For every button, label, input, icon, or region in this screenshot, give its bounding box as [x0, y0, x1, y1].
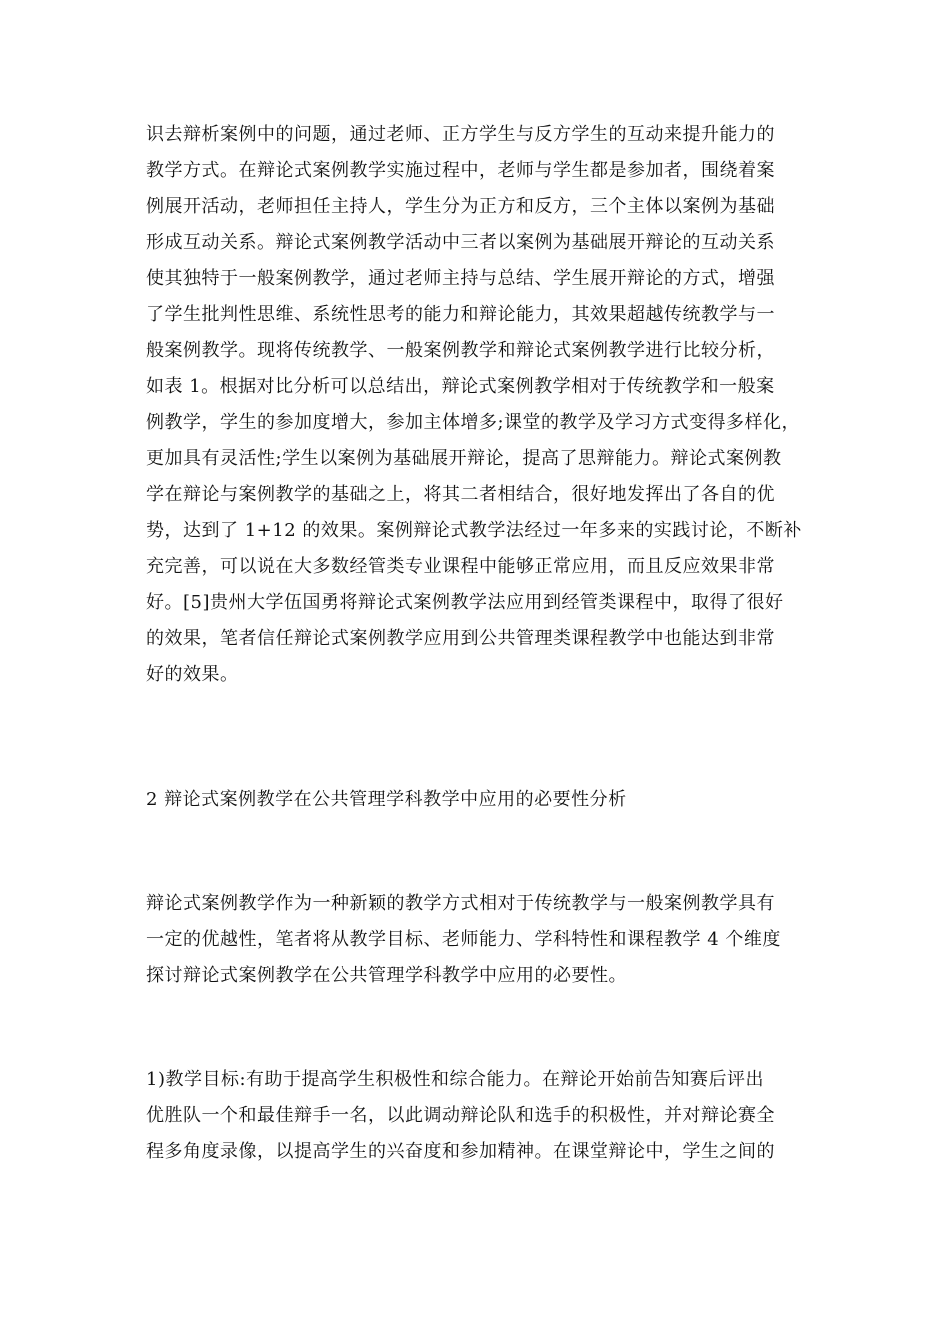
text-line: 例教学，学生的参加度增大，参加主体增多;课堂的教学及学习方式变得多样化， — [146, 412, 801, 433]
text-line: 1)教学目标:有助于提高学生积极性和综合能力。在辩论开始前告知赛后评出 — [146, 1069, 765, 1090]
text-line: 例展开活动，老师担任主持人，学生分为正方和反方，三个主体以案例为基础 — [146, 196, 775, 217]
text-line: 般案例教学。现将传统教学、一般案例教学和辩论式案例教学进行比较分析， — [146, 340, 775, 361]
text-line: 辩论式案例教学作为一种新颖的教学方式相对于传统教学与一般案例教学具有 — [146, 893, 775, 914]
text-line: 一定的优越性，笔者将从教学目标、老师能力、学科特性和课程教学 4 个维度 — [146, 929, 781, 950]
text-line: 使其独特于一般案例教学，通过老师主持与总结、学生展开辩论的方式，增强 — [146, 268, 775, 289]
text-line: 教学方式。在辩论式案例教学实施过程中，老师与学生都是参加者，围绕着案 — [146, 160, 775, 181]
text-line: 充完善，可以说在大多数经管类专业课程中能够正常应用，而且反应效果非常 — [146, 556, 775, 577]
text-line: 学在辩论与案例教学的基础之上，将其二者相结合，很好地发挥出了各自的优 — [146, 484, 775, 505]
text-line: 形成互动关系。辩论式案例教学活动中三者以案例为基础展开辩论的互动关系 — [146, 232, 775, 253]
text-line: 的效果，笔者信任辩论式案例教学应用到公共管理类课程教学中也能达到非常 — [146, 628, 775, 649]
text-line: 识去辩析案例中的问题，通过老师、正方学生与反方学生的互动来提升能力的 — [146, 124, 775, 145]
text-line: 程多角度录像，以提高学生的兴奋度和参加精神。在课堂辩论中，学生之间的 — [146, 1141, 775, 1162]
heading-text: 2 辩论式案例教学在公共管理学科教学中应用的必要性分析 — [146, 789, 627, 810]
text-line: 更加具有灵活性;学生以案例为基础展开辩论，提高了思辩能力。辩论式案例教 — [146, 448, 782, 469]
text-line: 了学生批判性思维、系统性思考的能力和辩论能力，其效果超越传统教学与一 — [146, 304, 775, 325]
text-line: 如表 1。根据对比分析可以总结出，辩论式案例教学相对于传统教学和一般案 — [146, 376, 775, 397]
text-line: 势，达到了 1+12 的效果。案例辩论式教学法经过一年多来的实践讨论，不断补 — [146, 520, 802, 541]
text-line: 好。[5]贵州大学伍国勇将辩论式案例教学法应用到经管类课程中，取得了很好 — [146, 592, 784, 613]
text-line: 好的效果。 — [146, 664, 239, 685]
text-line: 探讨辩论式案例教学在公共管理学科教学中应用的必要性。 — [146, 965, 627, 986]
text-line: 优胜队一个和最佳辩手一名，以此调动辩论队和选手的积极性，并对辩论赛全 — [146, 1105, 775, 1126]
